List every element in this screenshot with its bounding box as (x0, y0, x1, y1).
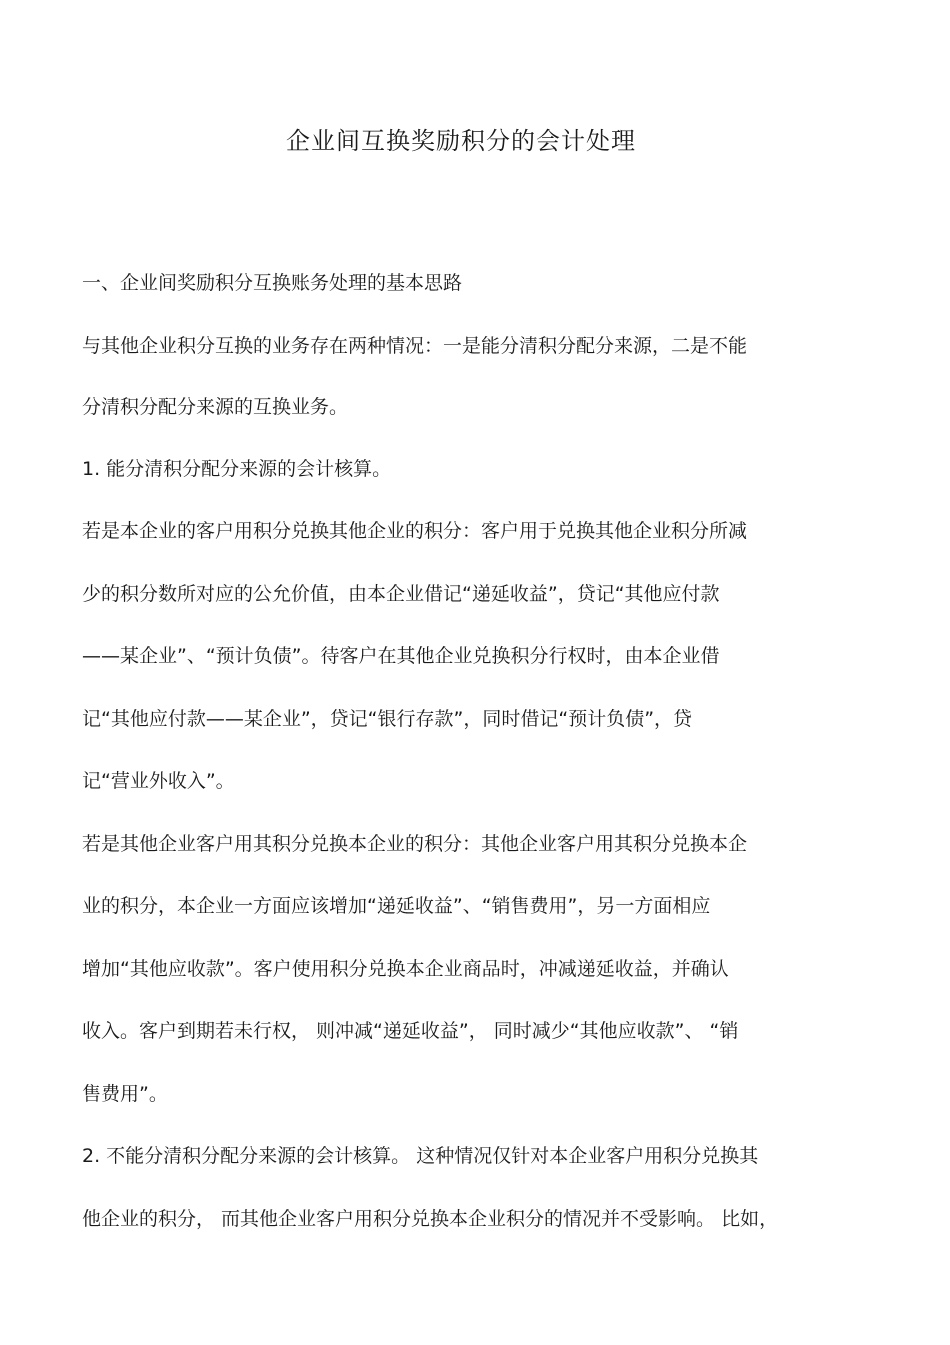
paragraph-line: 与其他企业积分互换的业务存在两种情况：一是能分清积分配分来源，二是不能 (82, 335, 748, 357)
paragraph-line: ——某企业”、“预计负债”。待客户在其他企业兑换积分行权时，由本企业借 (82, 645, 720, 667)
paragraph-line: 收入。客户到期若未行权， 则冲减“递延收益”， 同时减少“其他应收款”、 “销 (82, 1020, 739, 1042)
paragraph-line: 若是其他企业客户用其积分兑换本企业的积分：其他企业客户用其积分兑换本企 (82, 833, 748, 855)
paragraph-line: 他企业的积分， 而其他企业客户用积分兑换本企业积分的情况并不受影响。 比如， (82, 1208, 779, 1230)
paragraph-line: 若是本企业的客户用积分兑换其他企业的积分：客户用于兑换其他企业积分所减 (82, 520, 748, 542)
paragraph-line: 记“营业外收入”。 (82, 770, 235, 792)
paragraph-line: 分清积分配分来源的互换业务。 (82, 396, 349, 418)
document-title: 企业间互换奖励积分的会计处理 (286, 127, 636, 155)
paragraph-line: 增加“其他应收款”。客户使用积分兑换本企业商品时，冲减递延收益，并确认 (82, 958, 729, 980)
paragraph-line: 记“其他应付款——某企业”，贷记“银行存款”，同时借记“预计负债”，贷 (82, 708, 693, 730)
paragraph-line: 售费用”。 (82, 1083, 168, 1105)
subsection-heading: 1. 能分清积分配分来源的会计核算。 (82, 458, 392, 480)
section-heading: 一、企业间奖励积分互换账务处理的基本思路 (82, 272, 463, 294)
subsection-heading: 2. 不能分清积分配分来源的会计核算。 这种情况仅针对本企业客户用积分兑换其 (82, 1145, 759, 1167)
paragraph-line: 少的积分数所对应的公允价值，由本企业借记“递延收益”，贷记“其他应付款 (82, 583, 720, 605)
paragraph-line: 业的积分，本企业一方面应该增加“递延收益”、“销售费用”，另一方面相应 (82, 895, 711, 917)
